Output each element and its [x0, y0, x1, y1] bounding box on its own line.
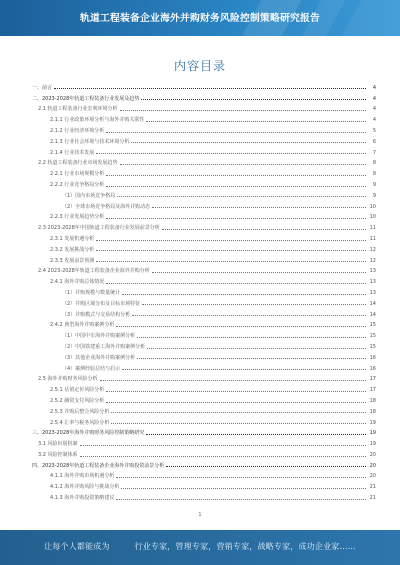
toc-entry-page: 21 — [369, 484, 376, 491]
toc-entry[interactable] — [28, 382, 376, 393]
toc-entry-page: 12 — [369, 246, 376, 253]
toc-entry-page: 15 — [369, 322, 376, 329]
toc-entry-title: 2.3.2 发展挑战分析 — [50, 246, 95, 253]
toc-leader-dots — [106, 402, 366, 403]
toc-entry[interactable] — [28, 426, 376, 437]
toc-entry[interactable] — [28, 123, 376, 134]
toc-entry[interactable] — [28, 145, 376, 156]
toc-leader-dots — [111, 423, 366, 424]
toc-entry-page: 13 — [369, 289, 376, 296]
toc-entry-title: 2.4.2 典型海外并购案例分析 — [50, 322, 115, 329]
toc-entry-title: （2）全球市场竞争格局及海外并购动态 — [62, 203, 151, 210]
toc-entry-page: 19 — [369, 419, 376, 426]
toc-entry-page: 10 — [369, 203, 376, 210]
toc-leader-dots — [132, 315, 366, 316]
toc-entry-title: 2.3 2023-2028年中国轨道工程装备行业发展前景分析 — [38, 225, 160, 232]
toc-entry-page: 13 — [369, 279, 376, 286]
toc-entry-page: 18 — [369, 397, 376, 404]
toc-entry[interactable] — [28, 166, 376, 177]
toc-entry[interactable] — [28, 350, 376, 361]
toc-entry[interactable] — [28, 458, 376, 469]
toc-entry[interactable] — [28, 91, 376, 102]
toc-entry-page: 14 — [369, 311, 376, 318]
toc-entry[interactable] — [28, 210, 376, 221]
toc-entry-title: （3）其他企业海外并购案例分析 — [62, 354, 136, 361]
toc-entry-title: 2.5.1 估值定价风险分析 — [50, 387, 105, 394]
toc-entry-title: （2）中国铁建重工海外并购案例分析 — [62, 343, 146, 350]
toc-entry[interactable] — [28, 393, 376, 404]
toc-entry[interactable] — [28, 102, 376, 113]
toc-entry-page: 9 — [372, 181, 376, 188]
toc-entry[interactable] — [28, 447, 376, 458]
toc-entry-page: 15 — [369, 343, 376, 350]
toc-leader-dots — [166, 466, 366, 467]
toc-leader-dots — [111, 412, 366, 413]
toc-leader-dots — [116, 477, 366, 478]
toc-entry[interactable] — [28, 436, 376, 447]
toc-leader-dots — [106, 283, 366, 284]
toc-leader-dots — [152, 272, 366, 273]
toc-leader-dots — [120, 110, 366, 111]
toc-entry-title: 3.1 风险识别机制 — [38, 441, 78, 448]
toc-entry-page: 17 — [369, 376, 376, 383]
toc-leader-dots — [106, 218, 366, 219]
toc-entry-title: 四、2023-2028年轨道工程装备企业海外并购投资前景分析 — [32, 462, 165, 469]
toc-entry[interactable] — [28, 112, 376, 123]
footer-roles: 行业专家，管理专家，营销专家，战略专家，成功企业家…… — [134, 542, 356, 551]
toc-leader-dots — [54, 88, 366, 89]
toc-entry-title: 二、2023-2028年轨道工程装备行业发展及趋势 — [32, 95, 140, 102]
toc-entry-page: 8 — [372, 171, 376, 178]
toc-entry[interactable] — [28, 264, 376, 275]
toc-entry[interactable] — [28, 134, 376, 145]
toc-entry[interactable] — [28, 253, 376, 264]
toc-leader-dots — [80, 456, 366, 457]
toc-leader-dots — [120, 164, 366, 165]
toc-entry[interactable] — [28, 188, 376, 199]
toc-entry-title: 2.3.1 发展机遇分析 — [50, 235, 95, 242]
toc-entry-page: 12 — [369, 257, 376, 264]
toc-entry-title: （1）国内市场竞争格局 — [62, 192, 116, 199]
toc-entry-title: （2）并购区域分布及目标市场特征 — [62, 300, 141, 307]
toc-entry-title: 2.4 2023-2028年轨道工程装备企业海外并购分析 — [38, 268, 150, 275]
toc-entry-page: 21 — [369, 495, 376, 502]
footer-banner — [0, 530, 400, 565]
toc-entry-page: 17 — [369, 387, 376, 394]
toc-entry-title: 2.1 轨道工程装备行业宏观环境分析 — [38, 106, 118, 113]
toc-entry-page: 9 — [372, 192, 376, 199]
toc-leader-dots — [100, 380, 366, 381]
toc-entry-page: 16 — [369, 365, 376, 372]
toc-leader-dots — [146, 121, 366, 122]
toc-entry-title: 2.1.1 行业政策环境分析与海外并购关联性 — [50, 117, 145, 124]
toc-leader-dots — [106, 391, 366, 392]
toc-entry-page: 11 — [369, 225, 376, 232]
toc-entry-title: 2.5.4 汇率与税务风险分析 — [50, 419, 110, 426]
toc-entry-title: 2.3.3 发展前景预测 — [50, 257, 95, 264]
toc-entry-title: （1）并购规模与数量统计 — [62, 289, 121, 296]
toc-entry-title: 2.5.2 融资支付风险分析 — [50, 397, 105, 404]
toc-leader-dots — [106, 175, 366, 176]
toc-entry[interactable] — [28, 285, 376, 296]
page-number: 1 — [198, 512, 202, 518]
toc-leader-dots — [106, 132, 366, 133]
toc-entry-title: 三、2023-2028年海外并购财务风险控制策略研究 — [32, 430, 145, 437]
toc-entry-title: （3）并购模式与交易结构分析 — [62, 311, 131, 318]
toc-entry[interactable] — [28, 361, 376, 372]
toc-entry[interactable] — [28, 296, 376, 307]
toc-entry-page: 13 — [369, 268, 376, 275]
toc-entry-title: （1）中国中车海外并购案例分析 — [62, 333, 136, 340]
toc-entry-page: 15 — [369, 333, 376, 340]
toc-entry[interactable] — [28, 80, 376, 91]
toc-leader-dots — [152, 207, 366, 208]
toc-leader-dots — [137, 337, 366, 338]
toc-entry[interactable] — [28, 318, 376, 329]
toc-entry-title: （4）案例经验总结与启示 — [62, 365, 121, 372]
toc-entry[interactable] — [28, 339, 376, 350]
toc-entry[interactable] — [28, 328, 376, 339]
toc-entry-page: 19 — [369, 430, 376, 437]
toc-entry[interactable] — [28, 469, 376, 480]
toc-entry-title: 2.2.2 行业竞争格局分析 — [50, 181, 105, 188]
toc-heading: 内容目录 — [173, 59, 226, 73]
toc-entry[interactable] — [28, 490, 376, 501]
toc-entry[interactable] — [28, 231, 376, 242]
toc-leader-dots — [116, 326, 366, 327]
toc-entry-title: 2.2.3 行业发展趋势分析 — [50, 214, 105, 221]
toc-entry-title: 4.1.3 海外并购投资策略建议 — [50, 495, 115, 502]
toc-leader-dots — [142, 304, 366, 305]
toc-entry-title: 2.4.1 海外并购总体情况 — [50, 279, 105, 286]
toc-leader-dots — [137, 358, 366, 359]
toc-entry[interactable] — [28, 404, 376, 415]
toc-entry[interactable] — [28, 220, 376, 231]
toc-entry-page: 4 — [372, 106, 376, 113]
toc-entry-page: 14 — [369, 300, 376, 307]
toc-leader-dots — [131, 142, 366, 143]
toc-entry-title: 4.1.2 海外并购风险与挑战分析 — [50, 484, 120, 491]
toc-leader-dots — [122, 369, 366, 370]
toc-entry[interactable] — [28, 415, 376, 426]
toc-leader-dots — [121, 488, 366, 489]
toc-leader-dots — [147, 348, 366, 349]
toc-entry-page: 20 — [369, 451, 376, 458]
toc-entry[interactable] — [28, 307, 376, 318]
report-title: 轨道工程装备企业海外并购财务风险控制策略研究报告 — [80, 13, 320, 24]
toc-entry-page: 6 — [372, 138, 376, 145]
toc-leader-dots — [80, 445, 366, 446]
toc-entry-title: 4.1.1 海外并购市场机遇分析 — [50, 473, 115, 480]
toc-entry-page: 8 — [372, 160, 376, 167]
toc-entry-page: 7 — [372, 149, 376, 156]
toc-entry-title: 2.5 海外并购财务风险分析 — [38, 376, 98, 383]
toc-entry-page: 4 — [372, 84, 376, 91]
toc-leader-dots — [96, 240, 366, 241]
table-of-contents — [28, 80, 376, 501]
toc-leader-dots — [96, 153, 366, 154]
toc-entry-page: 4 — [372, 117, 376, 124]
toc-entry-title: 3.2 风险控制体系 — [38, 451, 78, 458]
toc-leader-dots — [162, 229, 366, 230]
toc-entry-page: 4 — [372, 95, 376, 102]
toc-entry-page: 20 — [369, 462, 376, 469]
toc-leader-dots — [117, 196, 366, 197]
toc-entry[interactable] — [28, 479, 376, 490]
footer-text — [0, 541, 400, 552]
toc-leader-dots — [96, 261, 366, 262]
toc-entry-title: 一、前言 — [32, 84, 53, 91]
toc-entry[interactable] — [28, 274, 376, 285]
toc-entry-title: 2.1.2 行业经济环境分析 — [50, 127, 105, 134]
toc-leader-dots — [141, 99, 366, 100]
toc-leader-dots — [122, 294, 366, 295]
toc-entry-title: 2.5.3 并购后整合风险分析 — [50, 408, 110, 415]
toc-entry[interactable] — [28, 242, 376, 253]
toc-leader-dots — [106, 186, 366, 187]
toc-entry-title: 2.2.1 行业市场规模分析 — [50, 171, 105, 178]
toc-leader-dots — [116, 499, 366, 500]
toc-entry-title: 2.1.3 行业社会环境与技术环境分析 — [50, 138, 130, 145]
toc-entry-page: 5 — [372, 127, 376, 134]
header-banner — [0, 0, 400, 36]
toc-entry-page: 10 — [369, 214, 376, 221]
toc-entry[interactable] — [28, 199, 376, 210]
footer-slogan: 让每个人都能成为 — [44, 542, 110, 551]
toc-entry-page: 20 — [369, 473, 376, 480]
toc-entry-title: 2.1.4 行业技术发展 — [50, 149, 95, 156]
toc-entry-page: 11 — [369, 235, 376, 242]
toc-entry-page: 16 — [369, 354, 376, 361]
toc-entry-title: 2.2 轨道工程装备行业市场发展趋势 — [38, 160, 118, 167]
toc-entry[interactable] — [28, 372, 376, 383]
toc-entry[interactable] — [28, 177, 376, 188]
toc-leader-dots — [96, 250, 366, 251]
toc-entry-page: 18 — [369, 408, 376, 415]
toc-entry[interactable] — [28, 156, 376, 167]
toc-entry-page: 19 — [369, 441, 376, 448]
toc-leader-dots — [146, 434, 366, 435]
